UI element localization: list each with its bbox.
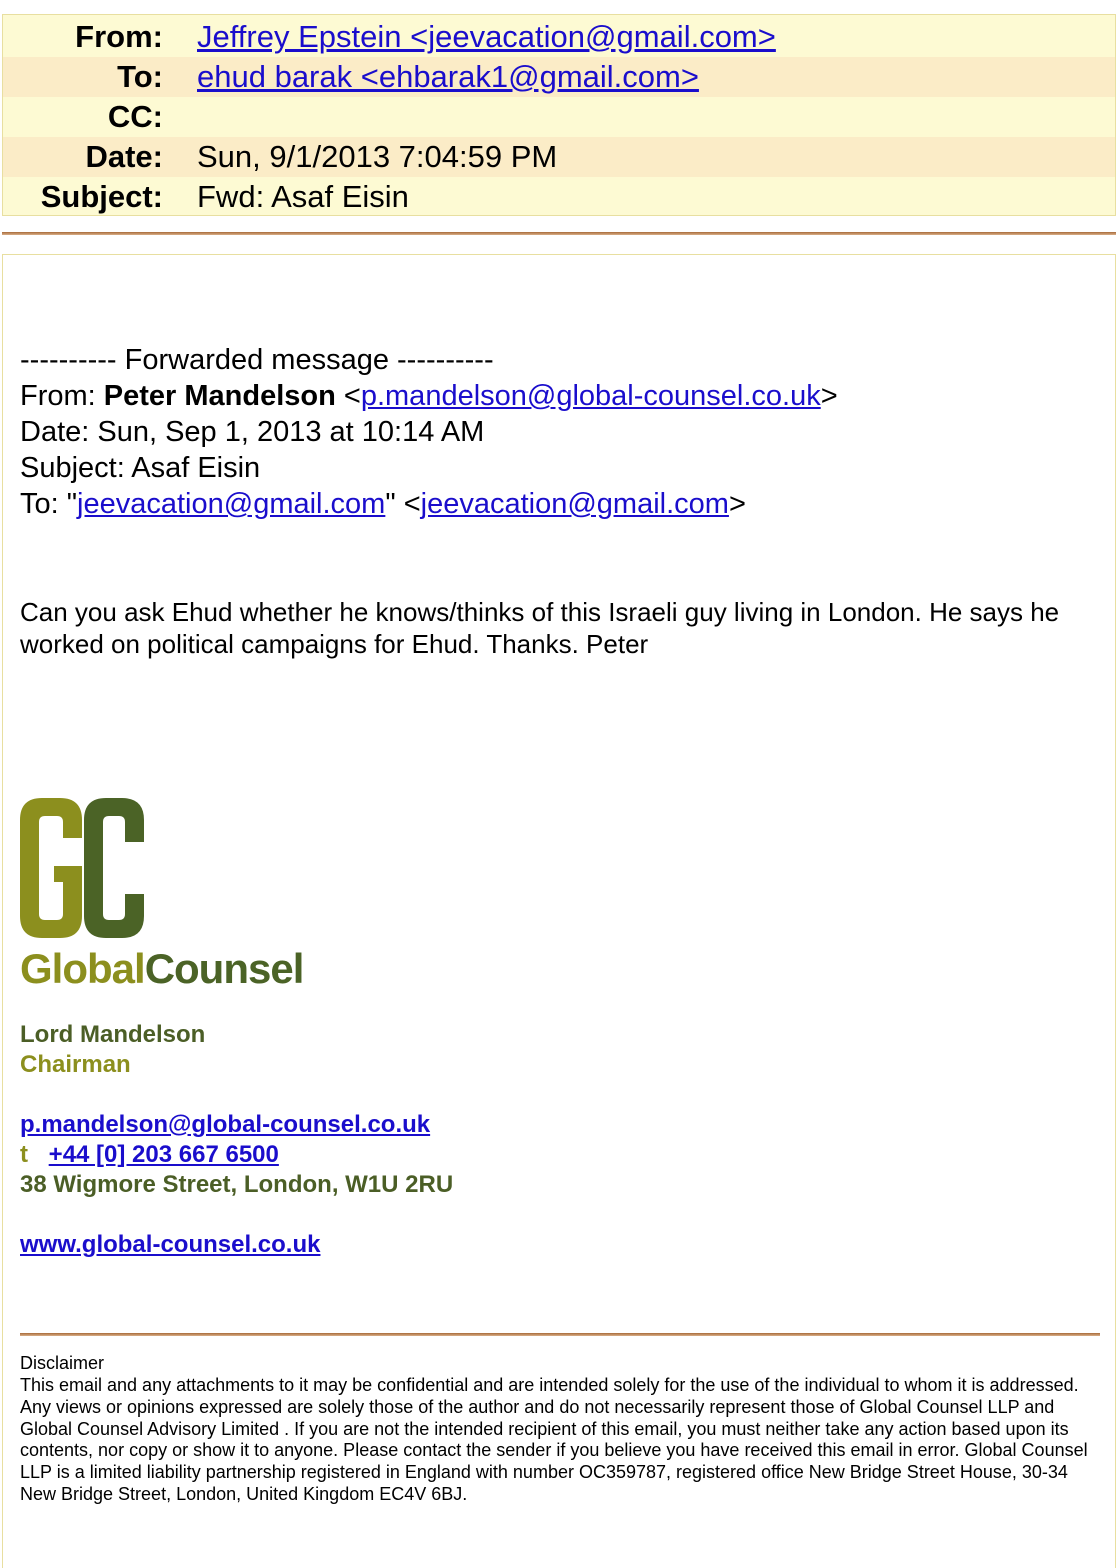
forwarded-date-line: Date: Sun, Sep 1, 2013 at 10:14 AM <box>20 416 485 448</box>
forwarded-to-suffix: > <box>728 488 746 520</box>
gc-monogram-icon <box>20 798 144 938</box>
date-value: Sun, 9/1/2013 7:04:59 PM <box>197 139 558 174</box>
to-value-link[interactable]: ehud barak <ehbarak1@gmail.com> <box>197 59 699 94</box>
signature-email-link[interactable]: p.mandelson@global-counsel.co.uk <box>20 1111 431 1138</box>
header-row-cc <box>3 97 1115 137</box>
header-row-to <box>3 57 1115 97</box>
from-label: From: <box>75 19 163 54</box>
message-text: Can you ask Ehud whether he knows/thinks of this Israeli guy living in London. He says he worked on political campaigns for Ehud. Thanks. Peter <box>20 597 1060 659</box>
signature-title: Chairman <box>20 1051 131 1078</box>
disclaimer-divider <box>20 1333 1100 1336</box>
email-header <box>2 14 1116 216</box>
forwarded-from-name: Peter Mandelson <box>103 380 336 412</box>
phone-prefix: t <box>20 1141 28 1168</box>
from-value-link[interactable]: Jeffrey Epstein <jeevacation@gmail.com> <box>197 19 776 54</box>
forwarded-to-prefix: To: " <box>20 488 78 520</box>
date-label: Date: <box>85 139 163 174</box>
subject-value: Fwd: Asaf Eisin <box>197 179 409 214</box>
forwarded-from-prefix: From: <box>20 380 104 412</box>
to-label: To: <box>117 59 163 94</box>
signature-website-link[interactable]: www.global-counsel.co.uk <box>20 1231 321 1258</box>
global-counsel-logo <box>20 798 304 992</box>
cc-label: CC: <box>107 99 163 134</box>
disclaimer-title: Disclaimer <box>20 1353 105 1373</box>
logo-word-global: Global <box>20 945 145 992</box>
header-divider <box>2 232 1116 235</box>
forwarded-to-email-link-1[interactable]: jeevacation@gmail.com <box>77 488 386 520</box>
signature-phone-link[interactable]: +44 [0] 203 667 6500 <box>48 1141 279 1168</box>
forwarded-from-lt: < <box>335 380 361 412</box>
forwarded-to-mid: " < <box>385 488 421 520</box>
signature-name: Lord Mandelson <box>20 1021 206 1048</box>
forwarded-subject-line: Subject: Asaf Eisin <box>20 452 261 484</box>
header-row-subject <box>3 177 1115 217</box>
subject-label: Subject: <box>40 179 163 214</box>
forwarded-from-gt: > <box>820 380 838 412</box>
header-row-from <box>3 17 1115 57</box>
forwarded-banner: ---------- Forwarded message ---------- <box>20 344 494 376</box>
logo-word-counsel: Counsel <box>144 945 304 992</box>
forwarded-from-email-link[interactable]: p.mandelson@global-counsel.co.uk <box>360 380 821 412</box>
forwarded-to-line <box>20 486 746 522</box>
forwarded-to-email-link-2[interactable]: jeevacation@gmail.com <box>420 488 729 520</box>
disclaimer-text: This email and any attachments to it may be confidential and are intended solely for the use of the individual to whom it is addressed. Any views or opinions expressed are solely those of the author and do not necessarily represent those of Global Counsel LLP and Global Counsel Advisory Limited . If you are not the intended recipient of this email, you must neither take any action based upon its contents, nor copy or show it to anyone. Please contact the sender if you believe you have received this email in error. Global Counsel LLP is a limited liability partnership registered in England with number OC359787, registered office New Bridge Street House, 30-34 New Bridge Street, London, United Kingdom EC4V 6BJ. <box>20 1375 1088 1504</box>
header-row-date <box>3 137 1115 177</box>
logo-wordmark <box>20 946 303 992</box>
signature-phone-line <box>20 1140 279 1170</box>
signature-address: 38 Wigmore Street, London, W1U 2RU <box>20 1171 454 1198</box>
forwarded-from-line <box>20 378 838 414</box>
